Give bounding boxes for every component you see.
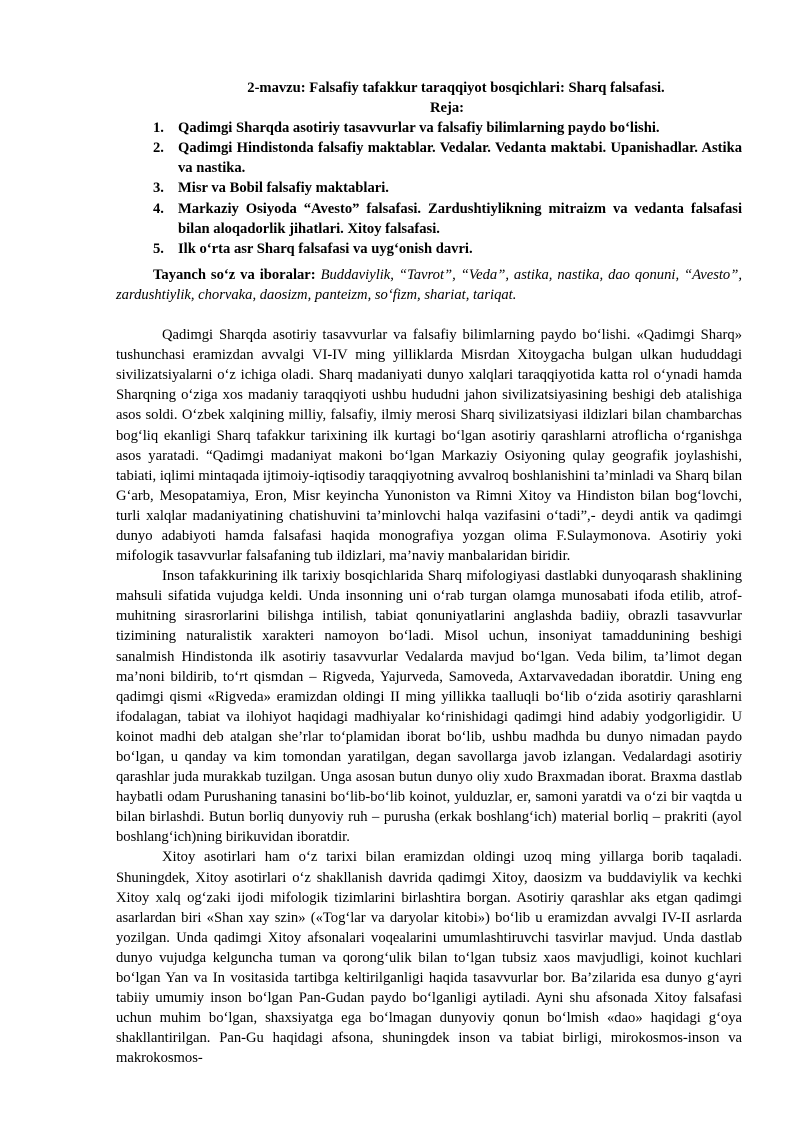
plan-item (116, 239, 742, 259)
plan-item-text: Misr va Bobil falsafiy maktablari. (178, 180, 389, 197)
plan-item-number: 2. (153, 140, 164, 157)
plan-item-text: Markaziy Osiyoda “Avesto” falsafasi. Zardushtiylikning mitraizm va vedanta falsafasi bilan aloqadorlik jihatlari. Xitoy falsafasi. (178, 200, 742, 237)
plan-item-text: Qadimgi Sharqda asotiriy tasavvurlar va falsafiy bilimlarning paydo bo‘lishi. (178, 120, 660, 137)
keywords-label: Tayanch so‘z va iboralar: (153, 266, 316, 283)
plan-item (116, 178, 742, 198)
plan-item-number: 4. (153, 200, 164, 217)
plan-item (116, 118, 742, 138)
document-page (116, 78, 742, 1069)
topic-title: 2-mavzu: Falsafiy tafakkur taraqqiyot bosqichlari: Sharq falsafasi. (247, 80, 665, 96)
plan-item (116, 199, 742, 239)
plan-item-text: Ilk o‘rta asr Sharq falsafasi va uyg‘onish davri. (178, 240, 473, 257)
plan-item-number: 1. (153, 120, 164, 137)
plan-list (116, 118, 742, 259)
body-paragraph: Xitoy asotirlari ham o‘z tarixi bilan eramizdan oldingi uzoq ming yillarga borib taqaladi. Shuningdek, Xitoy asotirlari o‘z shakllanish davrida qadimgi Xitoy, daosizm va buddaviylik va kechki Xitoy xalq og‘zaki ijodi mifologik tizimlarini birlashtira borgan. Asotiriy qarashlar aks etgan qadimgi asarlardan biri «Shan xay szin» («Tog‘lar va daryolar kitobi») bo‘lib u eramizdan avvalgi IV-II asrlarda yozilgan. Unda qadimgi Xitoy afsonalari voqealarini umumlashtiruvchi tasvirlar mavjud. Unda dastlab dunyo vujudga kelguncha tuman va qorong‘ulik bilan to‘lgan tubsiz xaos mavjudligi, koinot kuchlari bo‘lgan Yan va In vositasida tartibga keltirilganligi haqida tasavvurlar bor. Ba’zilarida esa dunyo g‘ayri tabiiy umumiy inson bo‘lgan Pan-Gudan paydo bo‘lganligi aytiladi. Ayni shu afsonada Xitoy falsafasi uchun muhim bo‘lgan, shaxsiyatga ega bo‘lmagan dunyoviy qonun bo‘lmish «dao» haqidagi g‘oya shakllantirilgan. Pan-Gu haqidagi afsona, shuningdek inson va tabiat birligi, mirokosmos-inson va makrokosmos- (116, 849, 742, 1067)
plan-item-text: Qadimgi Hindistonda falsafiy maktablar. Vedalar. Vedanta maktabi. Upanishadlar. Astika va nastika. (178, 140, 742, 177)
keywords-text: Buddaviylik, “Tavrot”, “Veda”, astika, nastika, dao qonuni, “Avesto”, zardushtiylik, chorvaka, daosizm, panteizm, so‘fizm, shariat, tariqat. (116, 266, 742, 303)
plan-item (116, 138, 742, 178)
body-paragraph: Inson tafakkurining ilk tarixiy bosqichlarida Sharq mifologiyasi dastlabki dunyoqarash shaklining mahsuli sifatida vujudga keldi. Unda insonning uni o‘rab turgan olamga munosabati ifoda etilib, atrof-muhitning sirasrorlarini bilishga intilish, tabiat qonuniyatlarini anglashda badiiy, obrazli tasavvurlar tizimining naturalistik xarakteri namoyon bo‘ladi. Misol uchun, insoniyat tamaddunining beshigi sanalmish Hindistonda ilk asotiriy tasavvurlar Vedalarda mavjud bo‘lgan. Veda bilim, ta’limot degan ma’noni bildirib, to‘rt qismdan – Rigveda, Yajurveda, Samoveda, Axtarvavedadan iboratdir. Uning eng qadimgi qismi «Rigveda» eramizdan oldingi II ming yillikka taalluqli bo‘lib o‘zida asotiriy qarashlarni ifodalagan, tabiat va ilohiyot haqidagi madhiyalar ko‘rinishidagi qadimgi hind adabiy yodgorligidir. U koinot madhi deb atalgan she’rlar to‘plamidan iborat bo‘lib, ushbu madhda bu dunyo nimadan paydo bo‘lgan, u qanday va kim tomondan yaratilgan, degan savollarga javob izlangan. Vedalardagi asotiriy qarashlar juda murakkab tuzilgan. Unga asosan butun dunyo oliy xudo Braxmadan iborat. Braxma dastlab haybatli odam Purushaning tanasini bo‘lib-bo‘lib koinot, yulduzlar, er, samoni yaratdi va o‘zi bir vaqtda u bilan birlashdi. Butun borliq dunyoviy ruh – purusha (erkak boshlang‘ich) material borliq – prakriti (ayol boshlang‘ich)ning birikuvidan iboratdir. (116, 568, 742, 846)
plan-heading: Reja: (429, 100, 465, 117)
plan-item-number: 5. (153, 240, 164, 257)
keywords-paragraph (116, 265, 742, 305)
plan-item-number: 3. (153, 180, 164, 197)
body-paragraph: Qadimgi Sharqda asotiriy tasavvurlar va falsafiy bilimlarning paydo bo‘lishi. «Qadimgi Sharq» tushunchasi eramizdan avvalgi VI-IV ming yilliklarda Misrdan Xitoygacha bulgan ulkan hududdagi sivilizatsiyalarni o‘z ichiga oladi. Sharq madaniyati dunyo xalqlari taraqqiyotida katta rol o‘ynadi hamda Sharqning o‘ziga xos madaniy taraqqiyoti ushbu hududni jahon sivilizatsiyasining beshigi deb atalishiga asos soldi. O‘zbek xalqining milliy, falsafiy, ilmiy merosi Sharq sivilizatsiyasi ildizlari bilan chambarchas bog‘liq ekanligi Sharq tafakkur tarixining ilk kurtagi bo‘lgan asotiriy qarashlarni atroflicha o‘rganishga asos yaratadi. “Qadimgi madaniyat makoni bo‘lgan Markaziy Osiyoning qulay geografik joylashishi, tabiati, iqlimi mintaqada ijtimoiy-iqtisodiy taraqqiyotning avvalroq boshlanishini ta’minladi va Sharq bilan G‘arb, Mesopatamiya, Eron, Misr keyincha Yunoniston va Rimni Xitoy va Hindiston bilan bog‘lovchi, turli xalqlar madaniyatining chatishuvini ta’minlovchi halqa vazifasini o‘tadi”,- deydi antik va qadimgi dunyo adabiyoti hamda falsafasi haqida monografiya yozgan olima F.Sulaymonova. Asotiriy yoki mifologik tasavvurlar falsafaning tub ildizlari, ma’naviy manbalaridan biridir. (116, 327, 742, 565)
